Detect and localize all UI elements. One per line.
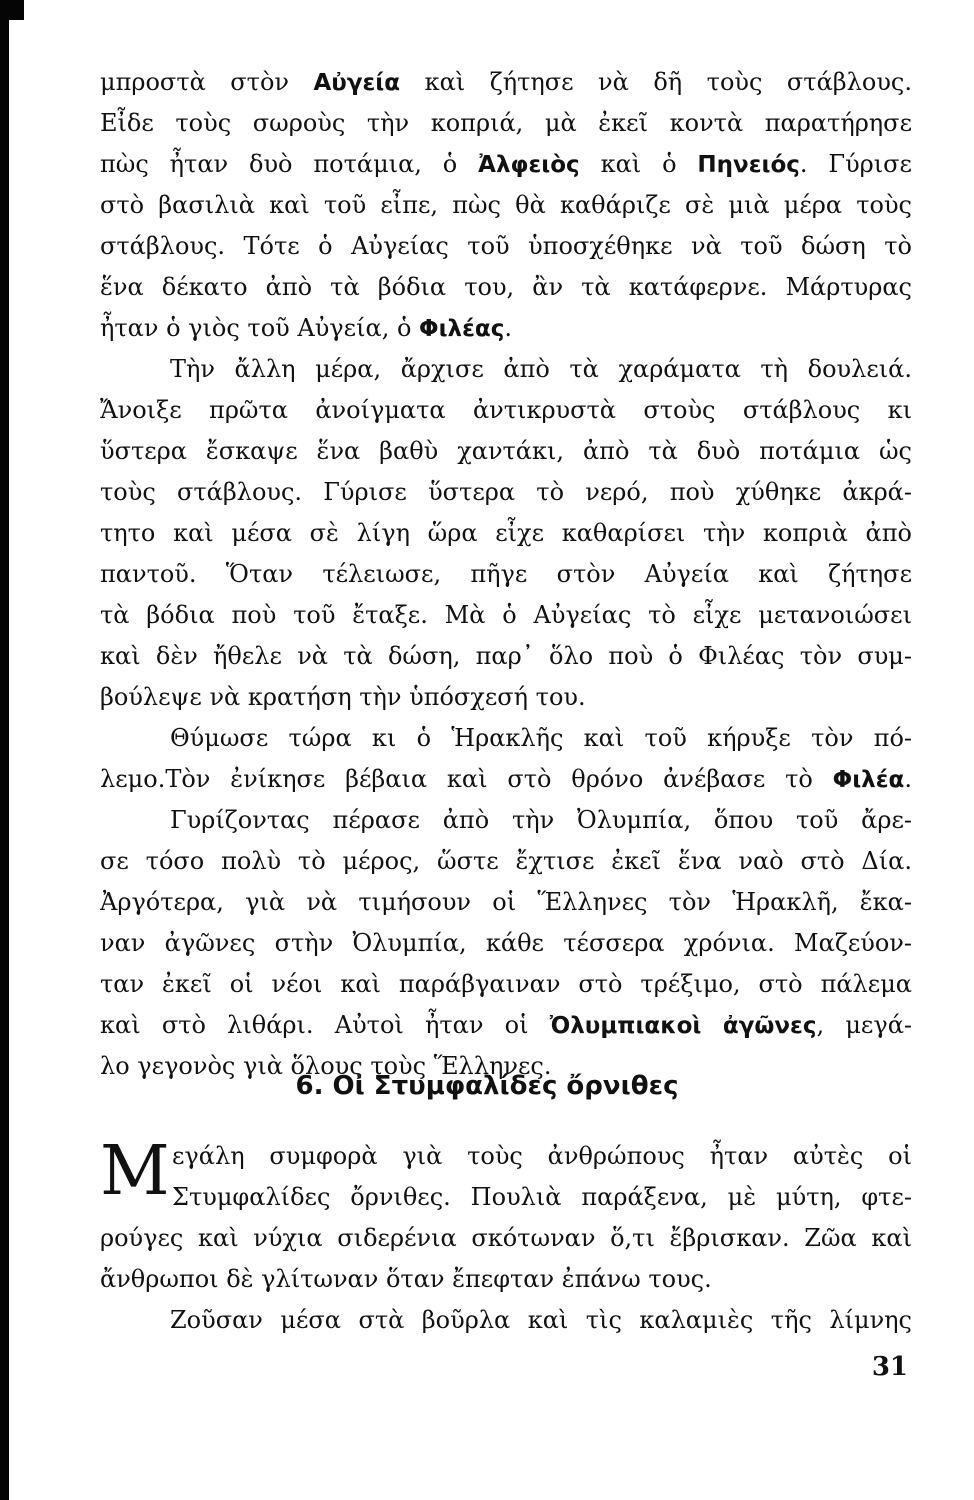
text-run: τοὺς στάβλους. Γύρισε ὕστερα τὸ νερό, ποὺ χύθηκε ἀκρά-: [100, 478, 912, 506]
section-heading: 6. Οἱ Στυμφαλίδες ὄρνιθες: [295, 1071, 679, 1101]
text-line: [100, 1136, 912, 1177]
text-line: [100, 800, 912, 841]
text-run: στὸ βασιλιὰ καὶ τοῦ εἶπε, πὼς θὰ καθάριζε σὲ μιὰ μέρα τοὺς: [100, 191, 912, 219]
text-line: [100, 144, 912, 185]
text-run: ναν ἀγῶνες στὴν Ὀλυμπία, κάθε τέσσερα χρόνια. Μαζεύον-: [100, 929, 912, 957]
text-run: καὶ στὸ λιθάρι. Αὐτοὶ ἦταν οἱ: [100, 1011, 550, 1039]
bold-term: Πηνειός: [697, 152, 800, 178]
text-run: Γυρίζοντας πέρασε ἀπὸ τὴν Ὀλυμπία, ὅπου τοῦ ἄρε-: [170, 806, 912, 834]
bold-term: Φιλέα: [832, 767, 905, 793]
text-run: λο γεγονὸς γιὰ ὅλους τοὺς Ἕλληνες.: [100, 1052, 552, 1080]
text-run: ἕνα δέκατο ἀπὸ τὰ βόδια του, ἂν τὰ κατάφερνε. Μάρτυρας: [100, 273, 912, 301]
text-line: [100, 841, 912, 882]
text-run: σε τόσο πολὺ τὸ μέρος, ὥστε ἔχτισε ἐκεῖ ἕνα ναὸ στὸ Δία.: [100, 847, 912, 875]
text-run: , μεγά-: [816, 1011, 912, 1039]
text-run: μπροστὰ στὸν: [100, 68, 314, 96]
text-line: [100, 185, 912, 226]
text-run: ἄνθρωποι δὲ γλίτωναν ὅταν ἔπεφταν ἐπάνω τους.: [100, 1265, 712, 1293]
text-run: ἦταν ὁ γιὸς τοῦ Αὐγεία, ὁ: [100, 314, 420, 342]
text-run: .: [504, 314, 512, 342]
text-run: Στυμφαλίδες ὄρνιθες. Πουλιὰ παράξενα, μὲ μύτη, φτε-: [172, 1183, 912, 1211]
text-line: [100, 1177, 912, 1218]
text-line: [100, 923, 912, 964]
page-number: 31: [871, 1352, 908, 1382]
text-run: ταν ἐκεῖ οἱ νέοι καὶ παράβγαιναν στὸ τρέξιμο, στὸ πάλεμα: [100, 970, 912, 998]
scan-edge-shadow: [0, 0, 9, 1500]
text-line: [100, 349, 912, 390]
text-line: [100, 103, 912, 144]
text-run: βούλεψε νὰ κρατήση τὴν ὑπόσχεσή του.: [100, 683, 586, 711]
scan-corner-shadow: [0, 0, 24, 20]
body-text: [100, 62, 912, 1087]
text-run: τητο καὶ μέσα σὲ λίγη ὥρα εἶχε καθαρίσει τὴν κοπριὰ ἀπὸ: [100, 519, 912, 547]
text-run: στάβλους. Τότε ὁ Αὐγείας τοῦ ὑποσχέθηκε νὰ τοῦ δώση τὸ: [100, 232, 912, 260]
section-text: [100, 1132, 912, 1341]
text-run: παντοῦ. Ὅταν τέλειωσε, πῆγε στὸν Αὐγεία καὶ ζήτησε: [100, 560, 912, 588]
bold-term: Αὐγεία: [313, 70, 401, 96]
text-line: [100, 759, 912, 800]
text-run: λεμο.Τὸν ἐνίκησε βέβαια καὶ στὸ θρόνο ἀνέβασε τὸ: [100, 765, 833, 793]
text-line: [100, 308, 912, 349]
text-run: Τὴν ἄλλη μέρα, ἄρχισε ἀπὸ τὰ χαράματα τὴ δουλειά.: [170, 355, 912, 383]
text-line: [100, 431, 912, 472]
text-line: [100, 1218, 912, 1259]
text-line: [100, 1300, 912, 1341]
text-run: ὕστερα ἔσκαψε ἕνα βαθὺ χαντάκι, ἀπὸ τὰ δυὸ ποτάμια ὡς: [100, 437, 912, 465]
text-run: Ἀργότερα, γιὰ νὰ τιμήσουν οἱ Ἕλληνες τὸν Ἡρακλῆ, ἔκα-: [100, 888, 912, 916]
text-run: Θύμωσε τώρα κι ὁ Ἡρακλῆς καὶ τοῦ κήρυξε τὸν πό-: [170, 724, 912, 752]
text-run: καὶ δὲν ἤθελε νὰ τὰ δώση, παρ᾽ ὅλο ποὺ ὁ Φιλέας τὸν συμ-: [100, 642, 912, 670]
text-run: . Γύρισε: [799, 150, 912, 178]
text-line: [100, 267, 912, 308]
text-line: [100, 1005, 912, 1046]
text-line: [100, 390, 912, 431]
text-run: Ζοῦσαν μέσα στὰ βοῦρλα καὶ τὶς καλαμιὲς τῆς λίμνης: [170, 1306, 912, 1334]
text-line: [100, 472, 912, 513]
text-run: καὶ ὁ: [579, 150, 698, 178]
bold-term: Ὀλυμπιακοὶ ἀγῶνες: [549, 1013, 817, 1039]
text-line: [100, 882, 912, 923]
drop-cap: Μ: [100, 1132, 170, 1211]
text-line: [100, 718, 912, 759]
text-run: Εἶδε τοὺς σωροὺς τὴν κοπριά, μὰ ἐκεῖ κοντὰ παρατήρησε: [100, 109, 912, 137]
bold-term: Φιλέας: [419, 316, 505, 342]
text-line: [100, 62, 912, 103]
text-run: καὶ ζήτησε νὰ δῆ τοὺς στάβλους.: [400, 68, 912, 96]
text-run: τὰ βόδια ποὺ τοῦ ἔταξε. Μὰ ὁ Αὐγείας τὸ εἶχε μετανοιώσει: [100, 601, 912, 629]
text-run: .: [904, 765, 912, 793]
text-run: εγάλη συμφορὰ γιὰ τοὺς ἀνθρώπους ἦταν αὐτὲς οἱ: [172, 1142, 912, 1170]
text-line: [100, 677, 912, 718]
bold-term: Ἀλφειὸς: [478, 152, 580, 178]
text-line: [100, 554, 912, 595]
text-line: [100, 595, 912, 636]
text-line: [100, 636, 912, 677]
text-run: ρούγες καὶ νύχια σιδερένια σκότωναν ὅ,τι ἔβρισκαν. Ζῶα καὶ: [100, 1224, 912, 1252]
text-line: [100, 964, 912, 1005]
text-line: [100, 513, 912, 554]
text-run: πὼς ἦταν δυὸ ποτάμια, ὁ: [100, 150, 479, 178]
text-line: [100, 1259, 912, 1300]
text-line: [100, 226, 912, 267]
text-run: Ἄνοιξε πρῶτα ἀνοίγματα ἀντικρυστὰ στοὺς στάβλους κι: [100, 396, 912, 424]
